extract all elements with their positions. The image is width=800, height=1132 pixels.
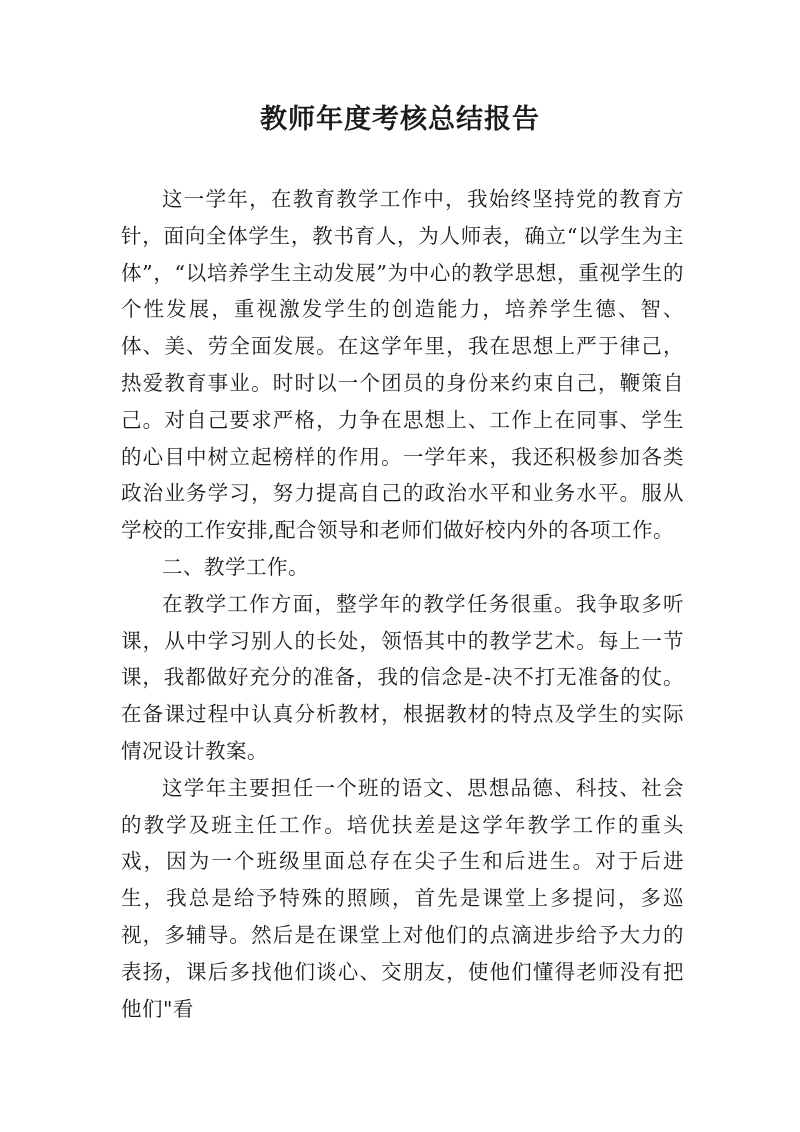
document-body (121, 181, 684, 1027)
paragraph-section-heading: 二、教学工作。 (162, 554, 309, 579)
paragraph-teaching: 在教学工作方面，整学年的教学任务很重。我争取多听课，从中学习别人的长处，领悟其中的教学艺术。每上一节课，我都做好充分的准备，我的信念是-决不打无准备的仗。在备课过程中认真分析教材，根据教材的特点及学生的实际情况设计教案。 (121, 591, 684, 763)
paragraph-class-duties: 这学年主要担任一个班的语文、思想品德、科技、社会的教学及班主任工作。培优扶差是这学年教学工作的重头戏，因为一个班级里面总存在尖子生和后进生。对于后进生，我总是给予特殊的照顾，首先是课堂上多提问，多巡视，多辅导。然后是在课堂上对他们的点滴进步给予大力的表扬，课后多找他们谈心、交朋友，使他们懂得老师没有把他们"看 (121, 775, 684, 1021)
paragraph-intro: 这一学年，在教育教学工作中，我始终坚持党的教育方针，面向全体学生，教书育人，为人师表，确立“以学生为主体”，“以培养学生主动发展”为中心的教学思想，重视学生的个性发展，重视激发学生的创造能力，培养学生德、智、体、美、劳全面发展。在这学年里，我在思想上严于律己，热爱教育事业。时时以一个团员的身份来约束自己，鞭策自己。对自己要求严格，力争在思想上、工作上在同事、学生的心目中树立起榜样的作用。一学年来，我还积极参加各类政治业务学习，努力提高自己的政治水平和业务水平。服从学校的工作安排,配合领导和老师们做好校内外的各项工作。 (121, 187, 684, 543)
document-title: 教师年度考核总结报告 (260, 104, 540, 135)
